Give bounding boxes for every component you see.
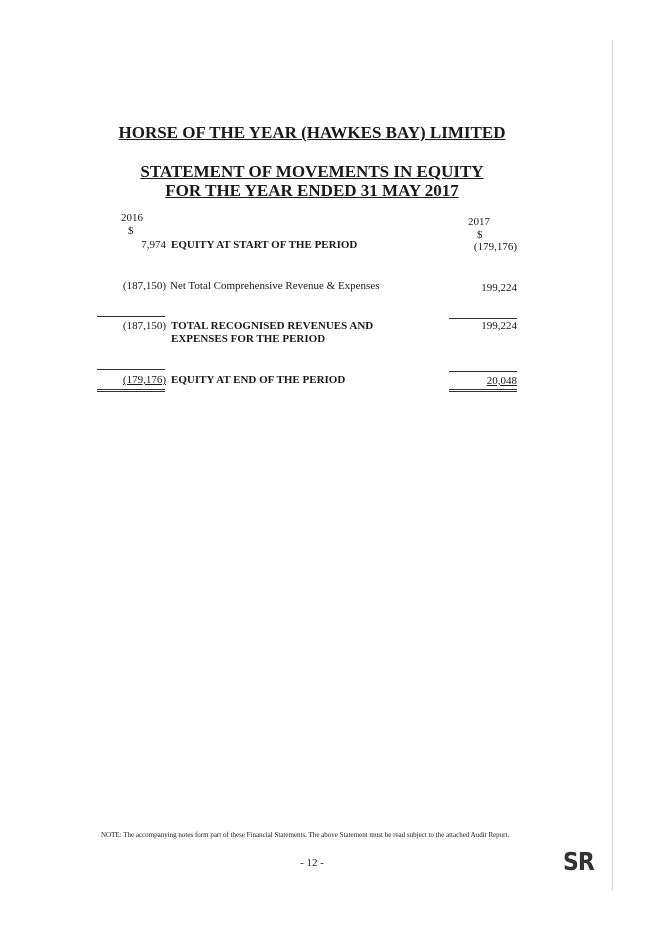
statement-title-line1: STATEMENT OF MOVEMENTS IN EQUITY [140, 162, 484, 181]
company-name: HORSE OF THE YEAR (HAWKES BAY) LIMITED [118, 123, 506, 142]
current-double-rule-2 [449, 391, 517, 392]
equity-end-label: EQUITY AT END OF THE PERIOD [171, 374, 346, 386]
prior-double-rule-1 [97, 389, 165, 390]
prior-total-recognised: (187,150) [122, 320, 166, 332]
prior-equity-start: 7,974 [141, 239, 166, 251]
total-recognised-label-line2: EXPENSES FOR THE PERIOD [171, 333, 326, 345]
page-number: - 12 - [300, 857, 324, 869]
prior-total-rule [97, 369, 165, 370]
prior-equity-end [76, 374, 166, 386]
statement-title-line2: FOR THE YEAR ENDED 31 MAY 2017 [165, 181, 459, 200]
current-equity-start: (179,176) [473, 241, 517, 253]
total-recognised-label-line1: TOTAL RECOGNISED REVENUES AND [171, 320, 374, 332]
prior-equity-end-value: (179,176) [122, 374, 166, 386]
current-net-comprehensive: 199,224 [481, 282, 517, 294]
prior-subtotal-rule [97, 316, 165, 317]
footnote: NOTE: The accompanying notes form part of these Financial Statements. The above Statement must be read subject to the attached Audit Report. [101, 831, 510, 839]
prior-double-rule-2 [97, 391, 165, 392]
current-equity-end [447, 375, 517, 387]
initials-signature: SR [563, 848, 594, 877]
prior-year-header: 2016 [121, 212, 143, 224]
prior-currency-header: $ [128, 225, 134, 237]
current-subtotal-rule [449, 318, 517, 319]
net-comprehensive-label: Net Total Comprehensive Revenue & Expenses [170, 280, 380, 292]
current-equity-end-value: 20,048 [486, 375, 517, 387]
current-total-rule [449, 371, 517, 372]
prior-net-comprehensive: (187,150) [122, 280, 166, 292]
current-currency-header: $ [477, 229, 483, 241]
current-double-rule-1 [449, 389, 517, 390]
current-year-header: 2017 [468, 216, 490, 228]
current-total-recognised: 199,224 [481, 320, 517, 332]
equity-start-label: EQUITY AT START OF THE PERIOD [171, 239, 358, 251]
